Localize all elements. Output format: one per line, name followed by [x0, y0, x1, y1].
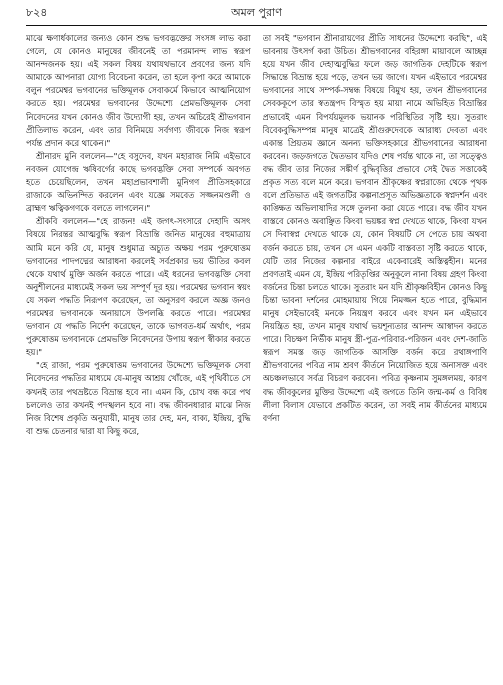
page-number: ৮২৪	[26, 6, 48, 19]
right-column	[263, 32, 488, 684]
paragraph: তা সবই "ভগবান শ্রীনারায়ণের প্রীতি সাধনের উদ্দেশ্যে করছি", এই ভাবনায় উৎসর্গ করা উচিত। শ্রীভগবানের বহিরঙ্গা মায়াবলে আচ্ছন্ন হয়ে যখন জীব দেহাত্মবুদ্ধির ফলে জড় জাগতিক দেহটিকে স্বরূপ সিদ্ধান্তে বিভ্রান্ত হয়ে পড়ে, তখন ভয় জাগে। যখন এইভাবে পরমেশ্বর ভগবানের সাথে সম্পর্ক-সম্বন্ধ বিষয়ে বিমুখ হয়, তখন শ্রীভগবানের সেবককূপে তার স্বতন্ত্রপদ বিস্মৃত হয় মায়া নামে অভিহিত বিভ্রান্তির প্রভাবেই এমন বিপর্যয়মূলক ভয়ানক পরিস্থিতির সৃষ্টি হয়। সুতরাং বিবেকবুদ্ধিসম্পন্ন মানুষ মাত্রেই শ্রীগুরুদেবকে আরাধ্য দেবতা এবং একান্ত প্রিয়তম জ্ঞানে অনন্য ভক্তিসহকারে শ্রীভগবানের আরাধনা করবেন। জড়জগতে দ্বৈতভাব যদিও শেষ পর্যন্ত থাকে না, তা সত্ত্বেও বদ্ধ জীব তার নিজের সঙ্কীর্ণ বুদ্ধিবৃত্তির প্রভাবে সেই দ্বৈত সত্তাকেই প্রকৃত সত্য বলে মনে করে। ভগবান শ্রীকৃষ্ণের স্বপ্নরাজ্যে থেকে পৃথক বলে প্রতিভাত এই জগতটির কল্পনাপ্রসূত অভিজ্ঞতাকে স্বপ্নদর্শন এবং কাঙ্ক্ষিত অভিলাষাদির সঙ্গে তুলনা করা যেতে পারে। বদ্ধ জীব যখন বাস্তবে কোনও অবাঞ্ছিত কিংবা ভয়ঙ্কর স্বপ্ন দেখতে থাকে, কিংবা যখন সে দিবাস্বপ্ন দেখতে থাকে যে, কোন বিষয়টি সে পেতে চায় অথবা বর্জন করতে চায়, তখন সে এমন একটি বাস্তবতা সৃষ্টি করতে থাকে, যেটি তার নিজের কল্পনার বাইরে একেবারেই অস্তিত্বহীন। মনের প্রবণতাই এমন যে, ইন্দ্রিয় পরিতৃপ্তির অনুকূলে নানা বিষয় গ্রহণ কিংবা বর্জনের চিন্তা চলতে থাকে। সুতরাং মন যদি শ্রীকৃষ্ণবিহীন কোনও কিছু চিন্তা ভাবনা দর্শনের মোহমায়ায় গিয়ে নিমজ্জন হতে পারে, বুদ্ধিমান মানুষ সেইভাবেই মনকে নিয়ন্ত্রণ করবে এবং যখন মন এইভাবে নিয়ন্ত্রিত হয়, তখন মানুষ যথার্থ ভয়শূন্যতার আনন্দ আস্বাদন করতে পারে। বিচক্ষণ নির্ভীক মানুষ স্ত্রী-পুত্র-পরিবার-পরিজন এবং দেশ-জাতি স্বরূপ সমস্ত জড় জাগতিক আসক্তি বর্জন করে রথাঙ্গপাণি শ্রীভগবানের পবিত্র নাম শ্রবণ কীর্তনে নিয়োজিত হয়ে অনাসক্ত এবং অচঞ্চলভাবে সর্বত্র বিচরণ করবেন। পবিত্র কৃষ্ণনাম সুমঙ্গলময়, কারণ বদ্ধ জীবকুলের মুক্তির উদ্দেশ্যে এই জগতে তিনি জন্ম-কর্ম ও বিবিধ লীলা বিলাস যেভাবে প্রকটিত করেন, তা সবই নাম কীর্তনের মাধ্যমে বর্ণনা	[262, 33, 487, 423]
page-header	[26, 6, 487, 20]
paragraph: মাঝে ক্ষণার্ধকালের জন্যও কোন শুদ্ধ ভগবদ্ভক্তের সংসঙ্গ লাভ করা গেলে, যে কোনও মানুষের জীবনেই তা পরমানন্দ লাভ স্বরূপ আনন্দজনক হয়। এই সকল বিষয় যথাযথভাবে প্রবণের জন্য যদি আমাকে আপনারা যোগ্য বিবেচনা করেন, তা হলে কৃপা করে আমাকে বলুন পরমেশ্বর ভগবানের ভক্তিমূলক সেবাকর্মে কিভাবে আত্মনিয়োগ করতে হয়। পরমেশ্বর ভগবানের উদ্দেশ্যে প্রেমভক্তিমূলক সেবা নিবেদনের যখন কোনও জীব উদ্যোগী হয়, তখন অচিরেই শ্রীভগবান প্রীতিলাভ করেন, এবং তার বিনিময়ে সর্বগণ্য জীবকে নিজ স্বরূপ পর্যন্ত প্রদান করে থাকেন।"	[26, 33, 251, 148]
paragraph: শ্রীনারদ মুনি বললেন—"হে বসুদেব, যখন মহারাজ নিমি এইভাবে নবজন যোগেন্দ্র ঋষিবর্গের কাছে ভগবদ্ভক্তি সেবা সম্পর্কে অবগত হতে চেয়েছিলেন, তখন মহাপ্রভাবশালী মুনিগণ প্রীতিসহকারে রাজাকে অভিনন্দিত করলেন এবং যজ্ঞে সমবেত সজ্জনমণ্ডলী ও ব্রাহ্মণ ঋত্বিকগণকে বলতে লাগলেন।"	[26, 150, 251, 214]
paragraph: "হে রাজা, পরম পুরুষোত্তম ভগবানের উদ্দেশ্যে ভক্তিমূলক সেবা নিবেদনের পদ্ধতির মাধ্যমে যে-মানুষ আশ্রয় খোঁজে, এই পৃথিবীতে সে কখনই তার পথভ্রষ্টতে বিভ্রান্ত হবে না। এমন কি, চোখ বন্ধ করে পথ চললেও তার কখনই পদস্খলন হবে না। বদ্ধ জীবনধারার মাঝে নিজ নিজ বিশেষ প্রকৃতি অনুযায়ী, মানুষ তার দেহ, মন, বাক্য, ইন্দ্রিয়, বুদ্ধি বা শুদ্ধ চেতনার দ্বারা যা কিছু করে,	[26, 360, 251, 436]
running-title: অমল পুরাণ	[231, 6, 282, 19]
left-column	[26, 32, 251, 684]
paragraph: শ্রীকবি বললেন—"হে রাজন! এই জগৎ-সংসারে দেহাদি অসৎ বিষয়ে নিরন্তর আত্মবুদ্ধি স্বরূপ বিভ্রান্তি জনিত মানুষের বহুমাত্রায় আমি মনে করি যে, মানুষ শুধুমাত্র অচ্যুত অক্ষয় পরম পুরুষোত্তম ভগবানের পাদপদ্মের আরাধনা করলেই সর্বপ্রকার ভয় ভীতির কবল থেকে যথার্থ মুক্তি অর্জন করতে পারে। এই ধরনের ভগবদ্ভক্তি সেবা অনুশীলনের মাধ্যমেই সকল ভয় সম্পূর্ণ দূর হয়। পরমেশ্বর ভগবান স্বয়ং যে সকল পদ্ধতি নিরূপণ করেছেন, তা অনুসরণ করলে অজ্ঞ জনও পরমেশ্বর ভগবানকে অনায়াসে উপলব্ধি করতে পারে। পরমেশ্বর ভগবান যে পদ্ধতি নির্দেশ করেছেন, তাকে ভাগবত-ধর্ম অর্থাৎ, পরম পুরুষোত্তম ভগবানকে প্রেমভক্তি নিবেদনের উপায় স্বরূপ স্বীকার করতে হয়।"	[26, 216, 251, 358]
text-columns	[26, 32, 487, 684]
header-rule	[26, 25, 487, 26]
